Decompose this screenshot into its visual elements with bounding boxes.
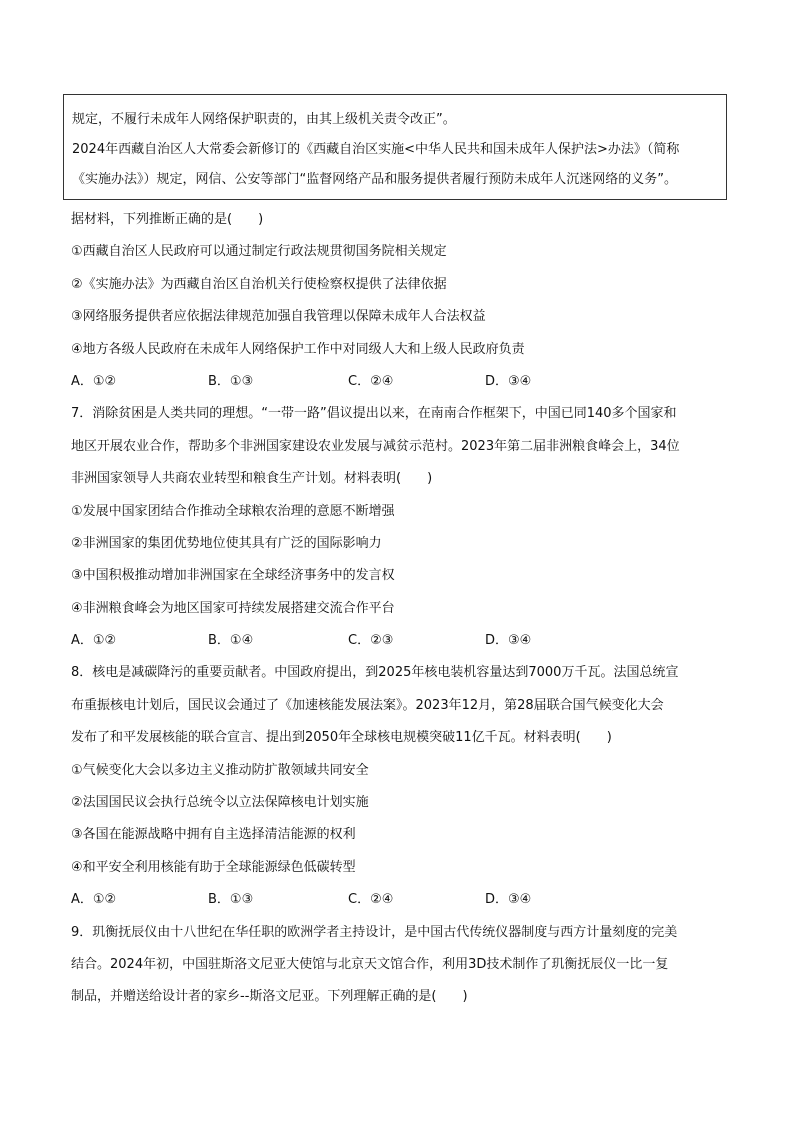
q6-option-b: B．①③ (208, 373, 254, 389)
q6-option-c: C．②④ (348, 373, 394, 389)
q8-item-2: ②法国国民议会执行总统令以立法保障核电计划实施 (71, 795, 369, 811)
q7-options (71, 625, 731, 657)
q7-option-b: B．①④ (208, 633, 254, 649)
material-line: 2024年西藏自治区人大常委会新修订的《西藏自治区实施<中华人民共和国未成年人保护法>办法》（简称 (72, 142, 680, 157)
q6-item-2: ②《实施办法》为西藏自治区自治机关行使检察权提供了法律依据 (71, 276, 447, 292)
q9-stem-line: 结合。2024年初，中国驻斯洛文尼亚大使馆与北京天文馆合作，利用3D技术制作了玑衡抚辰仪一比一复 (71, 956, 669, 972)
q7-item-2: ②非洲国家的集团优势地位使其具有广泛的国际影响力 (71, 535, 382, 551)
q6-option-a: A．①② (71, 373, 117, 389)
q7-stem-line: 非洲国家领导人共商农业转型和粮食生产计划。材料表明( ) (71, 471, 433, 487)
q8-stem-line: 发布了和平发展核能的联合宣言、提出到2050年全球核电规模突破11亿千瓦。材料表明( ) (71, 730, 612, 746)
q7-option-d: D．③④ (485, 633, 532, 649)
q8-stem-line: 8．核电是减碳降污的重要贡献者。中国政府提出，到2025年核电装机容量达到7000万千瓦。法国总统宣 (71, 665, 679, 681)
q9-stem-line: 制品，并赠送给设计者的家乡--斯洛文尼亚。下列理解正确的是( ) (71, 989, 468, 1005)
q8-item-4: ④和平安全利用核能有助于全球能源绿色低碳转型 (71, 859, 356, 875)
q7-item-3: ③中国积极推动增加非洲国家在全球经济事务中的发言权 (71, 568, 395, 584)
q7-option-c: C．②③ (348, 633, 394, 649)
q6-item-1: ①西藏自治区人民政府可以通过制定行政法规贯彻国务院相关规定 (71, 244, 447, 260)
q6-options (71, 366, 731, 398)
q8-options (71, 884, 731, 916)
q7-option-a: A．①② (71, 633, 117, 649)
q8-stem-line: 布重振核电计划后，国民议会通过了《加速核能发展法案》。2023年12月，第28届联合国气候变化大会 (71, 697, 664, 713)
q7-item-1: ①发展中国家团结合作推动全球粮农治理的意愿不断增强 (71, 503, 395, 519)
questions (71, 204, 731, 1014)
q7-item-4: ④非洲粮食峰会为地区国家可持续发展搭建交流合作平台 (71, 600, 395, 616)
q8-option-d: D．③④ (485, 892, 532, 908)
q8-item-3: ③各国在能源战略中拥有自主选择清洁能源的权利 (71, 827, 356, 843)
material-line: 《实施办法》）规定，网信、公安等部门“监督网络产品和服务提供者履行预防未成年人沉迷网络的义务”。 (72, 172, 677, 187)
q7-stem-line: 7．消除贫困是人类共同的理想。“一带一路”倡议提出以来，在南南合作框架下，中国已同140多个国家和 (71, 406, 677, 422)
q9-stem-line: 9．玑衡抚辰仪由十八世纪在华任职的欧洲学者主持设计，是中国古代传统仪器制度与西方计量刻度的完美 (71, 924, 678, 940)
q8-option-a: A．①② (71, 892, 117, 908)
q6-item-4: ④地方各级人民政府在未成年人网络保护工作中对同级人大和上级人民政府负责 (71, 341, 525, 357)
q7-stem-line: 地区开展农业合作，帮助多个非洲国家建设农业发展与减贫示范村。2023年第二届非洲粮食峰会上，34位 (71, 438, 680, 454)
q6-stem: 据材料，下列推断正确的是( ) (71, 212, 264, 227)
q8-option-c: C．②④ (348, 892, 394, 908)
q6-item-3: ③网络服务提供者应依据法律规范加强自我管理以保障未成年人合法权益 (71, 309, 486, 325)
material-line: 规定，不履行未成年人网络保护职责的，由其上级机关责令改正”。 (72, 112, 456, 127)
q6-option-d: D．③④ (485, 373, 532, 389)
q8-item-1: ①气候变化大会以多边主义推动防扩散领域共同安全 (71, 762, 369, 778)
q8-option-b: B．①③ (208, 892, 254, 908)
material-box (63, 94, 727, 200)
